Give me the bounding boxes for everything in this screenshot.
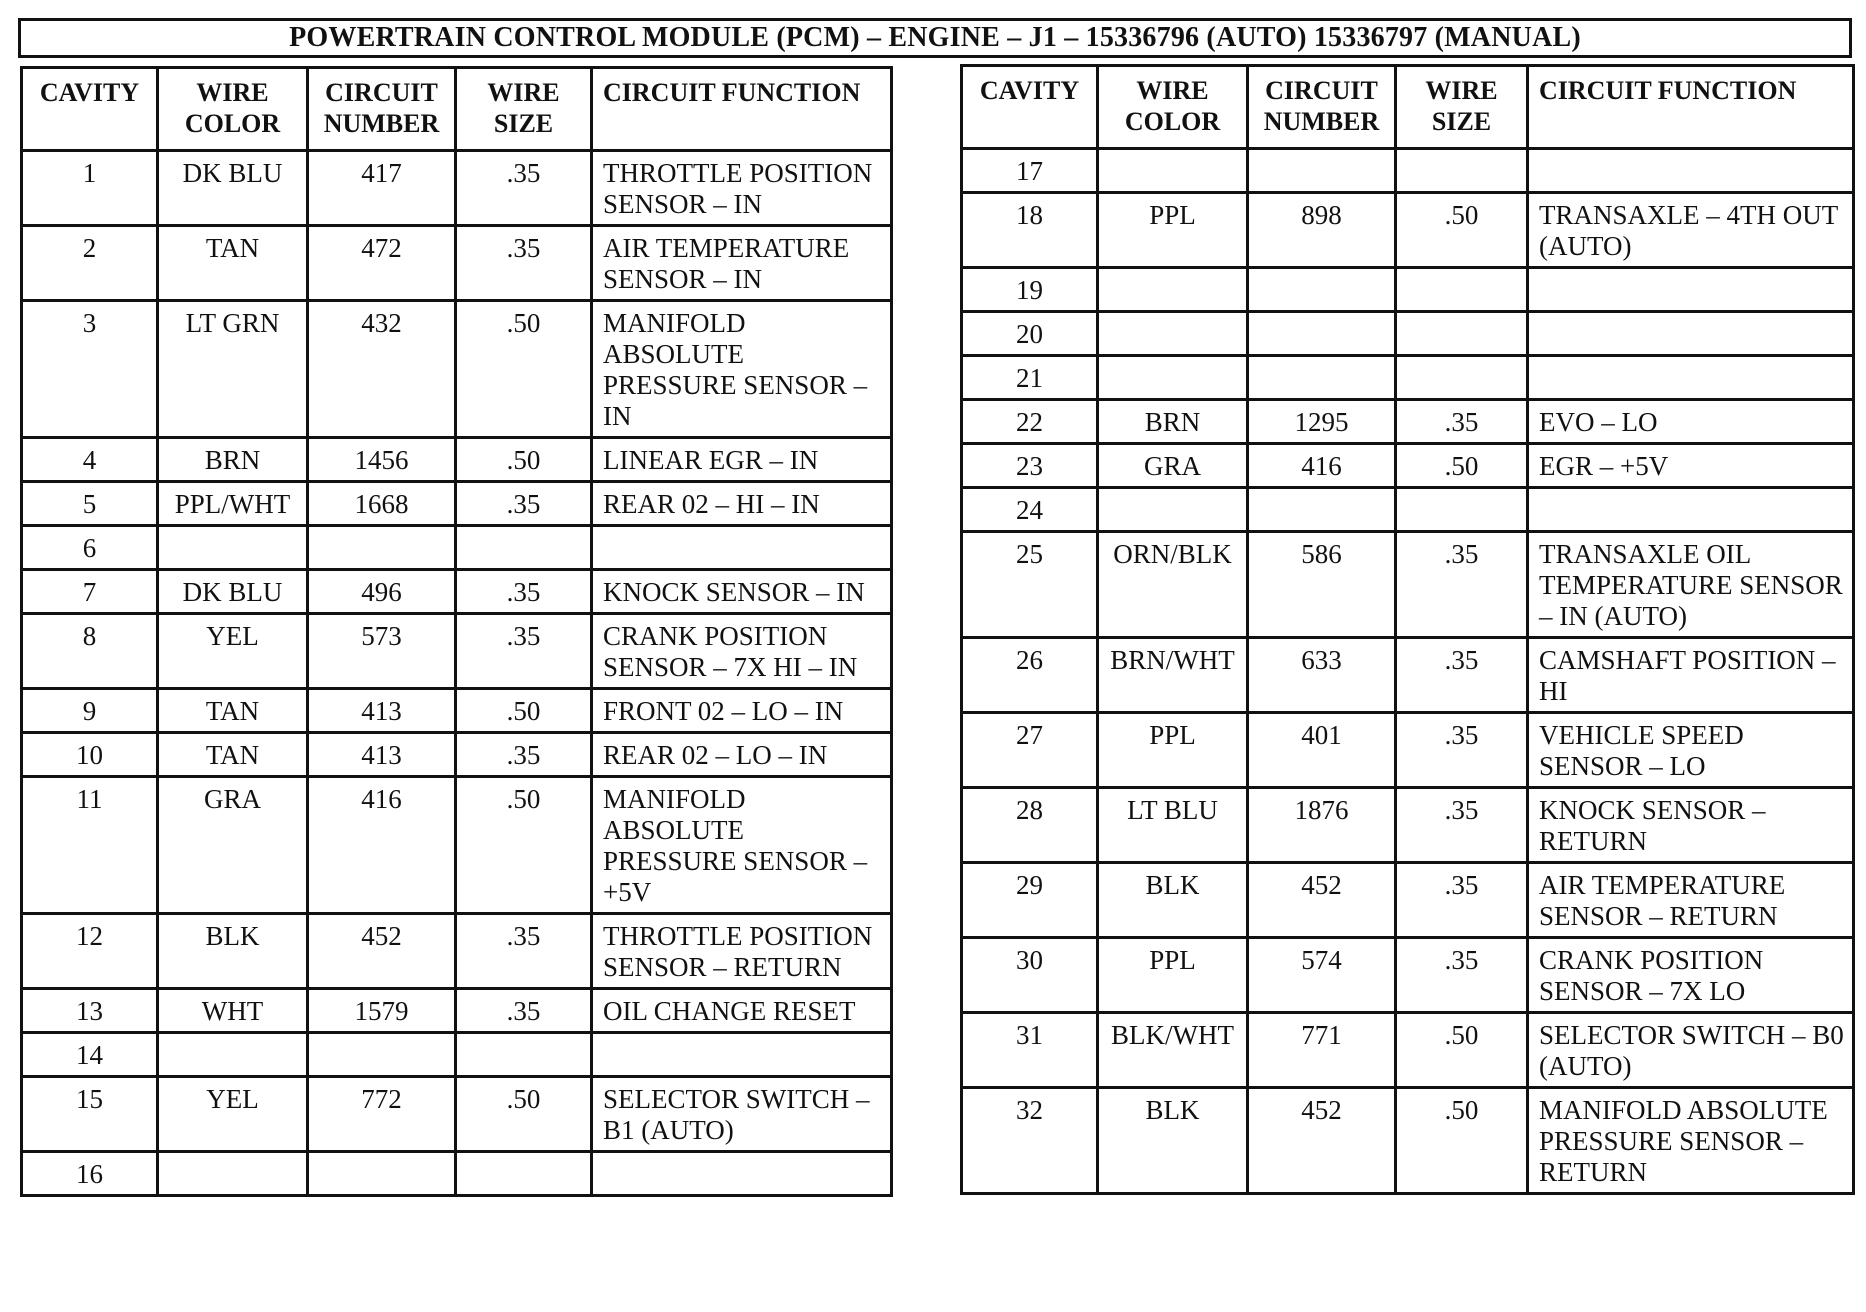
wire-color-cell: TAN (158, 733, 308, 777)
circuit-number-cell (308, 526, 456, 570)
cavity-cell: 28 (962, 788, 1098, 863)
wire-size-cell: .50 (1396, 1013, 1528, 1088)
table-row (22, 226, 892, 301)
circuit-function-cell: OIL CHANGE RESET (592, 989, 892, 1033)
table-row (962, 1088, 1854, 1194)
header-wire-color: WIRE COLOR (1098, 66, 1248, 149)
header-wire-size: WIRE SIZE (1396, 66, 1528, 149)
wire-color-cell (1098, 488, 1248, 532)
wire-size-cell (1396, 268, 1528, 312)
wire-size-cell: .50 (456, 689, 592, 733)
wire-color-cell: WHT (158, 989, 308, 1033)
pinout-table-right (960, 64, 1855, 1195)
wire-color-cell: BLK/WHT (1098, 1013, 1248, 1088)
circuit-number-cell: 1579 (308, 989, 456, 1033)
cavity-cell: 1 (22, 151, 158, 226)
wire-color-cell (1098, 312, 1248, 356)
circuit-function-cell (592, 526, 892, 570)
table-row (22, 1152, 892, 1196)
circuit-number-cell (308, 1152, 456, 1196)
pinout-table-left (20, 66, 893, 1197)
table-row (22, 733, 892, 777)
wire-size-cell: .50 (456, 777, 592, 914)
circuit-function-cell: CAMSHAFT POSITION – HI (1528, 638, 1854, 713)
wire-size-cell: .35 (1396, 938, 1528, 1013)
cavity-cell: 10 (22, 733, 158, 777)
cavity-cell: 32 (962, 1088, 1098, 1194)
wire-size-cell (1396, 149, 1528, 193)
circuit-number-cell: 1295 (1248, 400, 1396, 444)
cavity-cell: 4 (22, 438, 158, 482)
circuit-function-cell: EVO – LO (1528, 400, 1854, 444)
header-circuit-number: CIRCUIT NUMBER (1248, 66, 1396, 149)
table-row (22, 689, 892, 733)
wire-color-cell (158, 526, 308, 570)
circuit-number-cell: 416 (1248, 444, 1396, 488)
wire-size-cell: .35 (1396, 713, 1528, 788)
cavity-cell: 14 (22, 1033, 158, 1077)
circuit-number-cell: 452 (1248, 863, 1396, 938)
cavity-cell: 13 (22, 989, 158, 1033)
wire-color-cell: YEL (158, 614, 308, 689)
cavity-cell: 18 (962, 193, 1098, 268)
cavity-cell: 24 (962, 488, 1098, 532)
wire-size-cell: .50 (1396, 444, 1528, 488)
circuit-number-cell: 401 (1248, 713, 1396, 788)
wire-color-cell: GRA (158, 777, 308, 914)
wire-size-cell: .35 (456, 989, 592, 1033)
circuit-number-cell: 633 (1248, 638, 1396, 713)
table-row (962, 400, 1854, 444)
wire-color-cell (158, 1033, 308, 1077)
table-row (22, 482, 892, 526)
circuit-function-cell (1528, 488, 1854, 532)
table-row (22, 777, 892, 914)
circuit-function-cell: CRANK POSITION SENSOR – 7X HI – IN (592, 614, 892, 689)
wire-size-cell (456, 526, 592, 570)
header-circuit-number: CIRCUIT NUMBER (308, 68, 456, 151)
wire-size-cell: .50 (1396, 1088, 1528, 1194)
circuit-function-cell: CRANK POSITION SENSOR – 7X LO (1528, 938, 1854, 1013)
wire-color-cell: BRN/WHT (1098, 638, 1248, 713)
circuit-function-cell: AIR TEMPERATURE SENSOR – IN (592, 226, 892, 301)
cavity-cell: 27 (962, 713, 1098, 788)
cavity-cell: 19 (962, 268, 1098, 312)
circuit-function-cell: LINEAR EGR – IN (592, 438, 892, 482)
wire-size-cell: .50 (456, 1077, 592, 1152)
circuit-function-cell: VEHICLE SPEED SENSOR – LO (1528, 713, 1854, 788)
table-row (22, 151, 892, 226)
table-row (962, 312, 1854, 356)
table-row (22, 989, 892, 1033)
circuit-number-cell (1248, 312, 1396, 356)
circuit-function-cell: SELECTOR SWITCH – B0 (AUTO) (1528, 1013, 1854, 1088)
circuit-function-cell: MANIFOLD ABSOLUTE PRESSURE SENSOR – IN (592, 301, 892, 438)
wire-color-cell: BLK (1098, 1088, 1248, 1194)
wire-color-cell (1098, 268, 1248, 312)
table-row (22, 301, 892, 438)
header-wire-size: WIRE SIZE (456, 68, 592, 151)
table-row (22, 614, 892, 689)
cavity-cell: 15 (22, 1077, 158, 1152)
wire-color-cell: GRA (1098, 444, 1248, 488)
circuit-function-cell: TRANSAXLE OIL TEMPERATURE SENSOR – IN (AUTO) (1528, 532, 1854, 638)
table-row (22, 1033, 892, 1077)
wire-color-cell (158, 1152, 308, 1196)
table-row (962, 268, 1854, 312)
cavity-cell: 9 (22, 689, 158, 733)
circuit-function-cell (1528, 356, 1854, 400)
circuit-number-cell: 1456 (308, 438, 456, 482)
circuit-number-cell (1248, 268, 1396, 312)
circuit-function-cell: SELECTOR SWITCH – B1 (AUTO) (592, 1077, 892, 1152)
table-row (962, 488, 1854, 532)
wire-size-cell: .35 (456, 226, 592, 301)
circuit-number-cell: 574 (1248, 938, 1396, 1013)
wire-size-cell: .35 (456, 914, 592, 989)
circuit-function-cell: THROTTLE POSITION SENSOR – RETURN (592, 914, 892, 989)
header-row (962, 66, 1854, 149)
circuit-function-cell: THROTTLE POSITION SENSOR – IN (592, 151, 892, 226)
table-title: POWERTRAIN CONTROL MODULE (PCM) – ENGINE – J1 – 15336796 (AUTO) 15336797 (MANUAL) (18, 18, 1852, 58)
cavity-cell: 26 (962, 638, 1098, 713)
circuit-function-cell: TRANSAXLE – 4TH OUT (AUTO) (1528, 193, 1854, 268)
wire-color-cell: ORN/BLK (1098, 532, 1248, 638)
circuit-number-cell (1248, 356, 1396, 400)
cavity-cell: 25 (962, 532, 1098, 638)
circuit-number-cell: 417 (308, 151, 456, 226)
header-row (22, 68, 892, 151)
cavity-cell: 23 (962, 444, 1098, 488)
table-row (962, 193, 1854, 268)
circuit-function-cell: REAR 02 – HI – IN (592, 482, 892, 526)
cavity-cell: 5 (22, 482, 158, 526)
wire-size-cell: .50 (456, 301, 592, 438)
circuit-number-cell: 1876 (1248, 788, 1396, 863)
circuit-number-cell: 898 (1248, 193, 1396, 268)
wire-color-cell: PPL (1098, 193, 1248, 268)
wire-size-cell: .35 (456, 614, 592, 689)
table-row (962, 938, 1854, 1013)
header-circuit-function: CIRCUIT FUNCTION (1528, 66, 1854, 149)
wire-color-cell: LT GRN (158, 301, 308, 438)
wire-size-cell: .50 (456, 438, 592, 482)
circuit-function-cell (592, 1033, 892, 1077)
circuit-number-cell: 586 (1248, 532, 1396, 638)
table-row (22, 526, 892, 570)
cavity-cell: 6 (22, 526, 158, 570)
wire-size-cell (456, 1152, 592, 1196)
table-row (962, 532, 1854, 638)
wire-size-cell (1396, 356, 1528, 400)
circuit-function-cell: MANIFOLD ABSOLUTE PRESSURE SENSOR – RETURN (1528, 1088, 1854, 1194)
wire-size-cell (1396, 312, 1528, 356)
table-row (962, 788, 1854, 863)
cavity-cell: 31 (962, 1013, 1098, 1088)
wire-color-cell: BRN (158, 438, 308, 482)
circuit-number-cell: 452 (1248, 1088, 1396, 1194)
circuit-number-cell (1248, 149, 1396, 193)
header-circuit-function: CIRCUIT FUNCTION (592, 68, 892, 151)
wire-color-cell: PPL/WHT (158, 482, 308, 526)
cavity-cell: 22 (962, 400, 1098, 444)
table-row (22, 570, 892, 614)
wire-color-cell (1098, 356, 1248, 400)
wire-color-cell: LT BLU (1098, 788, 1248, 863)
cavity-cell: 7 (22, 570, 158, 614)
circuit-number-cell: 472 (308, 226, 456, 301)
circuit-function-cell (1528, 312, 1854, 356)
wire-color-cell: BLK (158, 914, 308, 989)
circuit-number-cell: 452 (308, 914, 456, 989)
circuit-number-cell: 432 (308, 301, 456, 438)
table-row (22, 914, 892, 989)
cavity-cell: 12 (22, 914, 158, 989)
table-row (22, 438, 892, 482)
cavity-cell: 29 (962, 863, 1098, 938)
wire-size-cell: .35 (456, 733, 592, 777)
wire-color-cell: DK BLU (158, 570, 308, 614)
circuit-number-cell (1248, 488, 1396, 532)
table-row (962, 356, 1854, 400)
wire-size-cell: .35 (456, 151, 592, 226)
table-row (962, 638, 1854, 713)
wire-size-cell: .35 (1396, 788, 1528, 863)
circuit-number-cell: 496 (308, 570, 456, 614)
wire-size-cell (1396, 488, 1528, 532)
wire-color-cell: TAN (158, 226, 308, 301)
cavity-cell: 8 (22, 614, 158, 689)
table-row (22, 1077, 892, 1152)
wire-color-cell: DK BLU (158, 151, 308, 226)
circuit-function-cell: REAR 02 – LO – IN (592, 733, 892, 777)
table-row (962, 863, 1854, 938)
wire-size-cell: .50 (1396, 193, 1528, 268)
circuit-function-cell: KNOCK SENSOR – RETURN (1528, 788, 1854, 863)
header-wire-color: WIRE COLOR (158, 68, 308, 151)
circuit-number-cell (308, 1033, 456, 1077)
circuit-number-cell: 413 (308, 733, 456, 777)
table-row (962, 713, 1854, 788)
table-row (962, 1013, 1854, 1088)
wire-size-cell: .35 (1396, 400, 1528, 444)
table-row (962, 444, 1854, 488)
circuit-function-cell (592, 1152, 892, 1196)
wire-size-cell: .35 (1396, 532, 1528, 638)
cavity-cell: 17 (962, 149, 1098, 193)
wire-size-cell: .35 (456, 570, 592, 614)
circuit-function-cell (1528, 268, 1854, 312)
wire-color-cell: BLK (1098, 863, 1248, 938)
cavity-cell: 11 (22, 777, 158, 914)
wire-color-cell: BRN (1098, 400, 1248, 444)
cavity-cell: 3 (22, 301, 158, 438)
header-cavity: CAVITY (22, 68, 158, 151)
wire-color-cell: PPL (1098, 713, 1248, 788)
wire-color-cell (1098, 149, 1248, 193)
cavity-cell: 20 (962, 312, 1098, 356)
wire-size-cell: .35 (1396, 638, 1528, 713)
cavity-cell: 16 (22, 1152, 158, 1196)
wire-color-cell: PPL (1098, 938, 1248, 1013)
circuit-function-cell: MANIFOLD ABSOLUTE PRESSURE SENSOR – +5V (592, 777, 892, 914)
wire-color-cell: YEL (158, 1077, 308, 1152)
circuit-number-cell: 771 (1248, 1013, 1396, 1088)
circuit-function-cell (1528, 149, 1854, 193)
circuit-number-cell: 416 (308, 777, 456, 914)
circuit-function-cell: EGR – +5V (1528, 444, 1854, 488)
cavity-cell: 30 (962, 938, 1098, 1013)
table-row (962, 149, 1854, 193)
circuit-function-cell: AIR TEMPERATURE SENSOR – RETURN (1528, 863, 1854, 938)
header-cavity: CAVITY (962, 66, 1098, 149)
circuit-number-cell: 772 (308, 1077, 456, 1152)
circuit-function-cell: KNOCK SENSOR – IN (592, 570, 892, 614)
circuit-number-cell: 573 (308, 614, 456, 689)
circuit-number-cell: 1668 (308, 482, 456, 526)
circuit-function-cell: FRONT 02 – LO – IN (592, 689, 892, 733)
circuit-number-cell: 413 (308, 689, 456, 733)
cavity-cell: 21 (962, 356, 1098, 400)
wire-size-cell: .35 (1396, 863, 1528, 938)
wire-size-cell: .35 (456, 482, 592, 526)
cavity-cell: 2 (22, 226, 158, 301)
wire-color-cell: TAN (158, 689, 308, 733)
wire-size-cell (456, 1033, 592, 1077)
